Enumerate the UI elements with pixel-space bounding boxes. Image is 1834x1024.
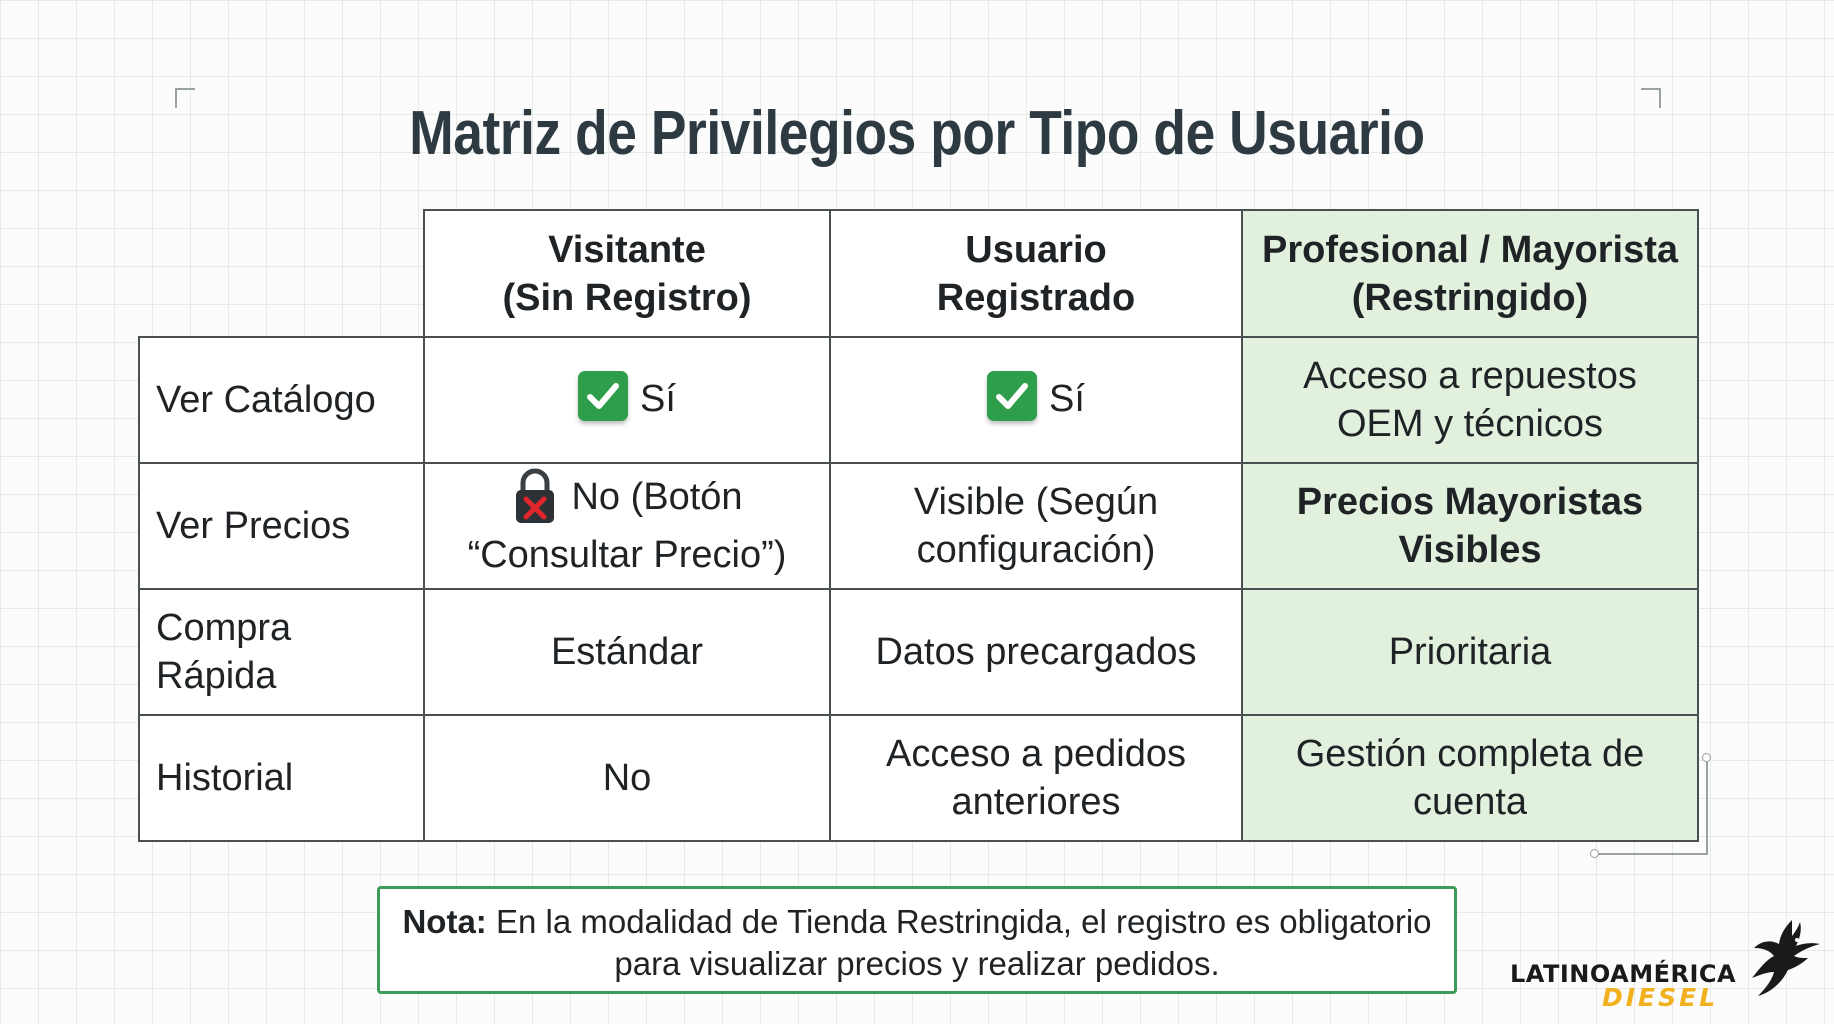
column-header-line1: Visitante: [548, 228, 706, 271]
table-row-ver-precios: [139, 463, 1698, 589]
cell-line1: Precios Mayoristas: [1296, 481, 1644, 523]
cell-profesional: [1242, 715, 1698, 841]
cell-visitante: [424, 337, 830, 463]
logo-word-latinoamerica: LATINOAMÉRICA: [1510, 960, 1737, 988]
note-label: Nota:: [402, 903, 487, 940]
note-box: [377, 886, 1457, 994]
cell-line1: No (Botón: [571, 476, 743, 518]
header-empty-cell: [139, 210, 424, 337]
cell-visitante: [424, 463, 830, 589]
logo-word-diesel: DIESEL: [1602, 983, 1719, 1012]
lock-icon: [511, 467, 559, 525]
decorative-connector-horizontal: [1596, 853, 1708, 855]
column-header-line1: Profesional / Mayorista: [1261, 228, 1678, 271]
decorative-node: [1590, 849, 1599, 858]
brand-logo: [1510, 918, 1820, 1012]
header-row: [139, 210, 1698, 337]
row-label-line1: Compra: [156, 607, 292, 649]
row-label: Historial: [139, 715, 424, 841]
column-header-visitante: [424, 210, 830, 337]
note-text-line1: En la modalidad de Tienda Restringida, el registro es obligatorio: [486, 903, 1432, 940]
privileges-matrix: [138, 209, 1699, 842]
cell-text: Sí: [640, 377, 676, 420]
cell-profesional: [1242, 337, 1698, 463]
row-label: Ver Catálogo: [139, 337, 424, 463]
column-header-profesional: [1242, 210, 1698, 337]
decorative-connector-vertical: [1706, 758, 1708, 854]
cell-line2: Visibles: [1398, 529, 1542, 571]
decorative-node: [1702, 753, 1711, 762]
cell-line2: OEM y técnicos: [1336, 403, 1604, 445]
note-text-line2: para visualizar precios y realizar pedidos.: [614, 945, 1220, 982]
column-header-line2: (Sin Registro): [502, 276, 752, 319]
table-row-historial: [139, 715, 1698, 841]
column-header-line2: (Restringido): [1351, 276, 1589, 319]
cell-profesional: [1242, 463, 1698, 589]
cell-line1: Gestión completa de: [1295, 733, 1645, 775]
cell-text: Sí: [1049, 377, 1085, 420]
column-header-line1: Usuario: [965, 228, 1107, 271]
cell-visitante: No: [424, 715, 830, 841]
check-icon: [987, 371, 1037, 421]
column-header-line2: Registrado: [936, 276, 1136, 319]
cell-line2: “Consultar Precio”): [467, 534, 787, 576]
cell-line1: Acceso a repuestos: [1303, 355, 1637, 397]
cell-line1: Acceso a pedidos: [886, 733, 1186, 775]
cell-registrado: [830, 337, 1242, 463]
check-icon: [578, 371, 628, 421]
cell-line2: cuenta: [1412, 781, 1528, 823]
page-title: Matriz de Privilegios por Tipo de Usuario: [409, 99, 1425, 168]
eagle-icon: [1732, 918, 1822, 1000]
column-header-registrado: [830, 210, 1242, 337]
cell-profesional: Prioritaria: [1242, 589, 1698, 715]
cell-registrado: [830, 715, 1242, 841]
cell-registrado: Datos precargados: [830, 589, 1242, 715]
cell-visitante: Estándar: [424, 589, 830, 715]
table-row-ver-catalogo: [139, 337, 1698, 463]
table-row-compra-rapida: [139, 589, 1698, 715]
cell-registrado: [830, 463, 1242, 589]
row-label: [139, 589, 424, 715]
cell-line2: configuración): [916, 529, 1156, 571]
cell-line2: anteriores: [951, 781, 1121, 823]
cell-line1: Visible (Según: [913, 481, 1159, 523]
row-label-line2: Rápida: [156, 655, 277, 697]
row-label: Ver Precios: [139, 463, 424, 589]
